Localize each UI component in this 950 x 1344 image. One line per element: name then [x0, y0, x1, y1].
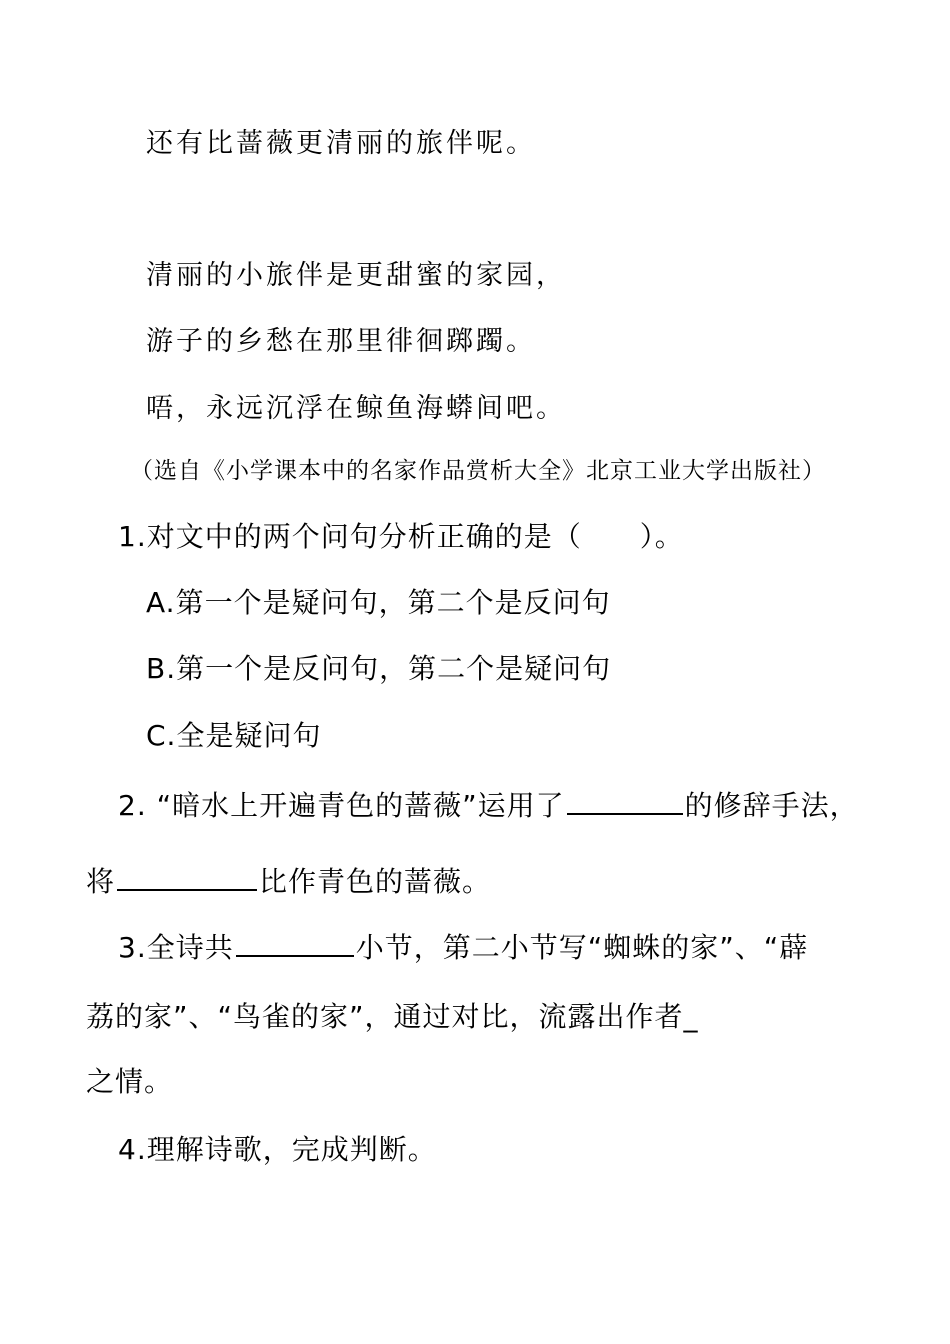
poem-source: （选自《小学课本中的名家作品赏析大全》北京工业大学出版社）	[130, 458, 826, 484]
question-3-blank-1[interactable]	[236, 929, 354, 957]
question-1: 1.对文中的两个问句分析正确的是（ ）。	[118, 520, 684, 553]
question-2-text-a: 2. “暗水上开遍青色的蔷薇”运用了	[118, 789, 565, 822]
question-3-text-b: 小节，第二小节写“蜘蛛的家”、“薜	[355, 931, 809, 964]
poem-line-4: 唔，永远沉浮在鲸鱼海蟒间吧。	[146, 393, 566, 424]
question-3-line-3: 之情。	[86, 1065, 174, 1098]
poem-line-1: 还有比蔷薇更清丽的旅伴呢。	[146, 128, 536, 159]
question-3-line-1	[118, 929, 808, 962]
question-2-text-d: 比作青色的蔷薇。	[259, 865, 492, 898]
question-4: 4.理解诗歌，完成判断。	[118, 1133, 437, 1166]
question-2-line-1	[118, 787, 859, 820]
question-3-line-2: 荔的家”、“鸟雀的家”，通过对比，流露出作者_	[86, 1000, 699, 1033]
question-3-text-a: 3.全诗共	[118, 931, 234, 964]
question-2-text-b: 的修辞手法，	[684, 789, 859, 822]
question-1-option-a: A.第一个是疑问句，第二个是反问句	[146, 586, 611, 619]
poem-line-2: 清丽的小旅伴是更甜蜜的家园，	[146, 260, 566, 291]
question-1-option-c: C.全是疑问句	[146, 719, 322, 752]
question-2-blank-1[interactable]	[567, 787, 683, 815]
question-2-line-2	[86, 863, 491, 896]
question-1-option-b: B.第一个是反问句，第二个是疑问句	[146, 652, 612, 685]
poem-line-3: 游子的乡愁在那里徘徊踯躅。	[146, 326, 536, 357]
question-2-text-c: 将	[86, 865, 116, 898]
question-2-blank-2[interactable]	[117, 863, 257, 891]
